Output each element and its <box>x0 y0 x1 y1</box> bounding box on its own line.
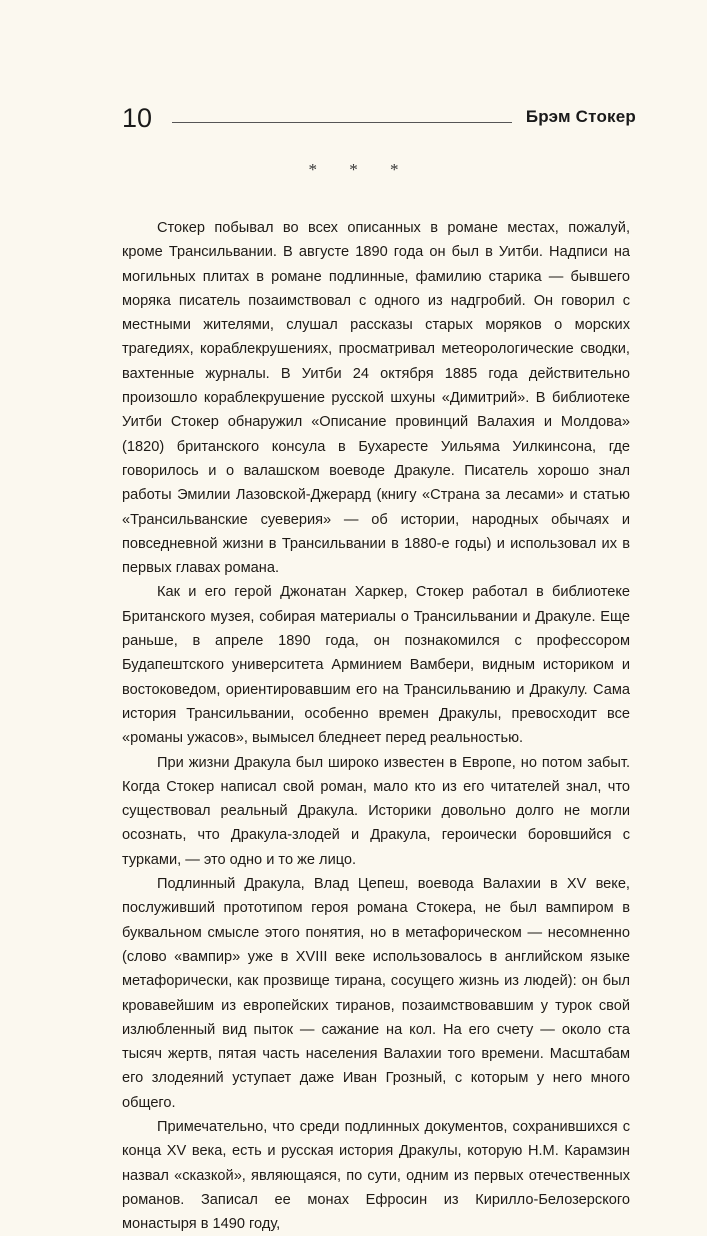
running-head-author: Брэм Стокер <box>525 107 636 126</box>
paragraph: Подлинный Дракула, Влад Цепеш, воевода Валахии в XV веке, послуживший прототипом героя романа Стокера, не был вампиром в буквальном смысле этого понятия, но в метафорическом — несомненно (слово «вампир» уже в XVIII веке использовалось в английском языке метафорически, как прозвище тирана, сосущего жизнь из людей): он был кровавейшим из европейских тиранов, позаимствовавшим у турок свой излюбленный вид пыток — сажание на кол. На его счету — около ста тысяч жертв, пятая часть населения Валахии того времени. Масштабам его злодеяний уступает даже Иван Грозный, с которым у него много общего. <box>122 876 630 1111</box>
page-header <box>122 102 636 138</box>
page-number: 10 <box>122 103 153 133</box>
header-rule <box>172 122 512 123</box>
paragraph: Как и его герой Джонатан Харкер, Стокер работал в библиотеке Британского музея, собирая материалы о Трансильвании и Дракуле. Еще раньше, в апреле 1890 года, он познакомился с профессором Будапештского университета Арминием Вамбери, видным историком и востоковедом, ориентировавшим его на Трансильванию и Дракулу. Сама история Трансильвании, особенно времен Дракулы, превосходит все «романы ужасов», вымысел бледнеет перед реальностью. <box>122 584 630 747</box>
section-ornament: * * * <box>308 160 413 179</box>
paragraph: Стокер побывал во всех описанных в романе местах, пожалуй, кроме Трансильвании. В августе 1890 года он был в Уитби. Надписи на могильных плитах в романе подлинные, фамилию старика — бывшего моряка писатель позаимствовал с одного из надгробий. Он говорил с местными жителями, слушал рассказы старых моряков о морских трагедиях, кораблекрушениях, просматривал метеорологические сводки, вахтенные журналы. В Уитби 24 октября 1885 года действительно произошло кораблекрушение русской шхуны «Димитрий». В библиотеке Уитби Стокер обнаружил «Описание провинций Валахия и Молдова» (1820) британского консула в Бухаресте Уильяма Уилкинсона, где говорилось и о валашском воеводе Дракуле. Писатель хорошо знал работы Эмилии Лазовской-Джерард (книгу «Страна за лесами» и статью «Трансильванские суеверия» — об истории, народных обычаях и повседневной жизни в Трансильвании в 1880-е годы) и использовал их в первых главах романа. <box>122 220 630 577</box>
paragraph: При жизни Дракула был широко известен в Европе, но потом забыт. Когда Стокер написал свой роман, мало кто из его читателей знал, что существовал реальный Дракула. Историки довольно долго не могли осознать, что Дракула-злодей и Дракула, героически боровшийся с турками, — это одно и то же лицо. <box>122 754 630 868</box>
body-text <box>122 216 630 1236</box>
paragraph: Примечательно, что среди подлинных документов, сохранившихся с конца XV века, есть и русская история Дракулы, которую Н.М. Карамзин назвал «сказкой», являющаяся, по сути, одним из первых отечественных романов. Записал ее монах Ефросин из Кирилло-Белозерского монастыря в 1490 году, <box>122 1118 630 1233</box>
